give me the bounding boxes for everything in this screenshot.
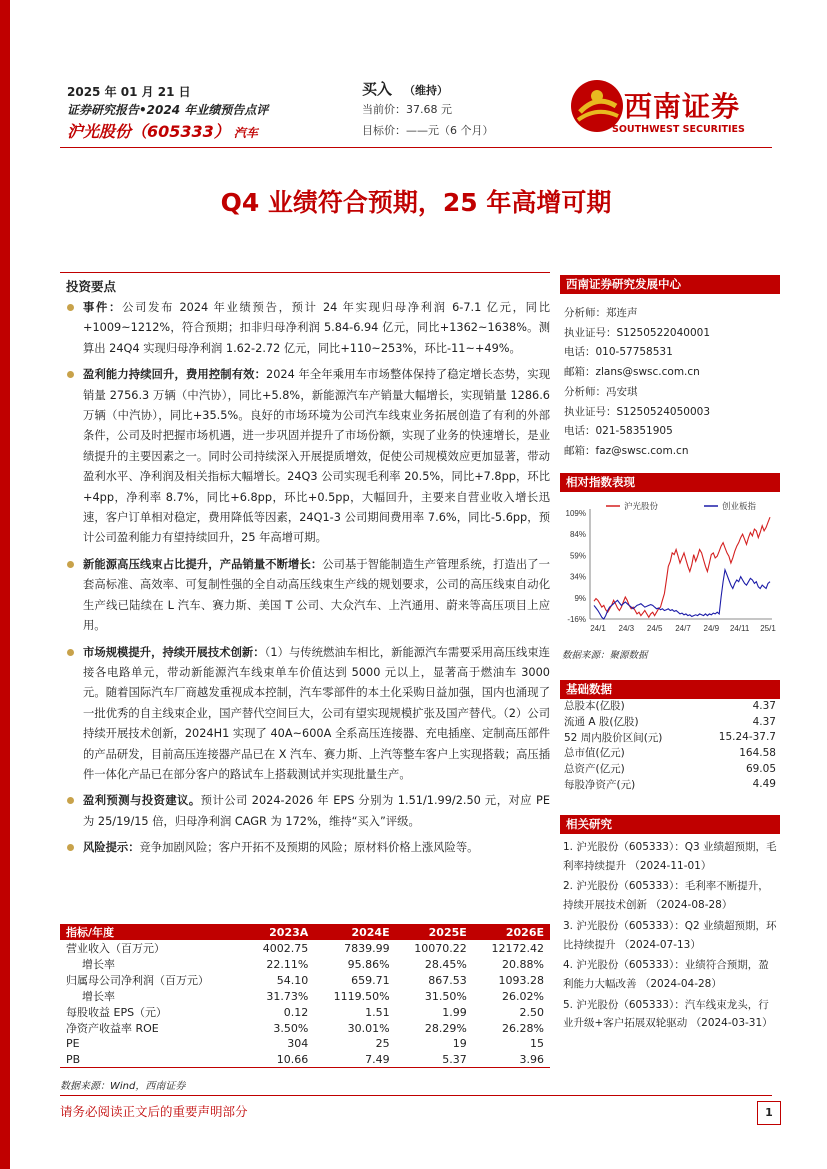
basic-data-row	[560, 729, 780, 745]
basic-data-value: 4.37	[752, 699, 776, 712]
forecast-row	[60, 1004, 550, 1020]
forecast-cell: 1093.28	[498, 973, 544, 987]
forecast-cell: 3.50%	[273, 1021, 309, 1035]
forecast-cell: 12172.42	[491, 941, 544, 955]
forecast-cell: 304	[287, 1037, 309, 1051]
bullet-dot-icon	[67, 844, 74, 851]
header-divider	[60, 147, 772, 148]
stock-name-text: 沪光股份（605333）	[67, 122, 230, 141]
table-source: 数据来源：Wind，西南证券	[60, 1081, 186, 1092]
y-tick-label: -16%	[567, 615, 586, 624]
forecast-cell: 2.50	[519, 1005, 544, 1019]
report-type: 证券研究报告•2024 年业绩预告点评	[67, 103, 269, 117]
forecast-cell: 1.99	[442, 1005, 467, 1019]
left-accent-bar	[0, 0, 10, 1169]
analyst-phone: 电话：021-58351905	[564, 425, 673, 437]
forecast-cell: 30.01%	[347, 1021, 390, 1035]
x-tick-label: 24/3	[618, 624, 635, 633]
analyst-license: 执业证号：S1250522040001	[564, 326, 711, 339]
y-tick-label: 34%	[569, 572, 586, 582]
basic-data-value: 164.58	[739, 746, 776, 759]
basic-data-row	[560, 761, 780, 777]
related-research-item[interactable]: 1. 沪光股份（605333）：Q3 业绩超预期，毛利率持续提升 （2024-11-01）	[563, 841, 777, 872]
key-point-text: 2024 年全年乘用车市场整体保持了稳定增长态势，实现销量 2756.3 万辆（中汽协），同比+5.8%，新能源汽车产销量大幅增长，实现销量 1286.6 万辆（中汽协），同比+35.5%。良好的市场环境为公司汽车线束业务拓展创造了有利的外部条件，公司及时把握市场机遇，进一步巩固并提升了市场份额，实现了业务的快速增长，是业绩提升的主要因素之一。同时公司持续深入开展提质增效，促使公司规模效应更加显著，带动盈利水平、净利润及相关指标大幅增长。24Q3 公司实现毛利率 20.5%，同比+7.8pp，环比+4pp，净利率 8.7%，同比+6.8pp，环比+0.5pp，大幅回升，主要来自营业收入增长迅速，客户订单相对稳定，费用降低等因素，24Q1-3 公司期间费用率 7.6%，同比-5.6pp，预计公司盈利能力有望持续回升，25 年高增可期。	[83, 368, 550, 545]
industry-label: 汽车	[233, 126, 258, 140]
forecast-row	[60, 940, 550, 956]
forecast-cell: 15	[530, 1037, 544, 1051]
forecast-table	[60, 924, 550, 1068]
analyst-name: 分析师：郑连声	[564, 307, 638, 319]
bullet-dot-icon	[67, 797, 74, 804]
series-line	[594, 570, 770, 619]
key-points-heading: 投资要点	[66, 279, 117, 294]
x-tick-label: 25/1	[760, 624, 776, 633]
key-point-label: 新能源高压线束占比提升，产品销量不断增长：	[83, 557, 323, 571]
x-tick-label: 24/5	[646, 624, 663, 633]
key-point	[66, 838, 550, 858]
key-point-label: 盈利预测与投资建议。	[83, 794, 201, 808]
forecast-cell: 867.53	[428, 973, 467, 987]
basic-data-table	[560, 698, 780, 792]
series-line	[594, 517, 770, 617]
basic-data-value: 4.49	[752, 778, 776, 791]
forecast-cell: 7839.99	[344, 941, 390, 955]
current-price: 当前价：37.68 元	[362, 103, 452, 116]
key-point-label: 风险提示：	[83, 841, 140, 855]
y-tick-label: 59%	[569, 551, 586, 561]
related-research-item[interactable]: 2. 沪光股份（605333）：毛利率不断提升，持续开展技术创新 （2024-08-28）	[563, 880, 769, 912]
forecast-row	[60, 956, 550, 972]
logo-text-en: SOUTHWEST SECURITIES	[612, 124, 745, 135]
forecast-header-cell: 2026E	[473, 924, 550, 940]
bullet-dot-icon	[67, 304, 74, 311]
forecast-row-label: 每股收益 EPS（元）	[66, 1006, 168, 1019]
rating-value: 买入	[362, 80, 393, 98]
basic-data-label: 总股本(亿股)	[564, 700, 625, 713]
footer-divider	[60, 1095, 772, 1096]
forecast-row-label: 增长率	[82, 958, 115, 971]
related-research-title: 相关研究	[560, 815, 780, 834]
index-performance-title: 相对指数表现	[560, 473, 780, 492]
forecast-cell: 20.88%	[502, 957, 544, 971]
chart-source: 数据来源：聚源数据	[562, 650, 648, 661]
section-divider	[60, 272, 550, 273]
forecast-cell: 28.29%	[424, 1021, 467, 1035]
key-point	[66, 555, 550, 637]
key-point-label: 市场规模提升，持续开展技术创新：	[83, 645, 265, 659]
forecast-header-row	[60, 924, 550, 940]
forecast-cell: 5.37	[396, 1052, 473, 1068]
basic-data-title: 基础数据	[560, 680, 780, 699]
basic-data-row	[560, 776, 780, 792]
logo-text-cn: 西南证券	[624, 90, 741, 123]
key-point	[66, 643, 550, 786]
y-tick-label: 9%	[574, 593, 586, 603]
forecast-row	[60, 1036, 550, 1052]
forecast-row	[60, 1052, 550, 1068]
analyst-phone: 电话：010-57758531	[564, 346, 673, 358]
key-point-text: 预计公司 2024-2026 年 EPS 分别为 1.51/1.99/2.50 元，对应 PE 为 25/19/15 倍，归母净利润 CAGR 为 172%，维持“买入”评级。	[83, 794, 550, 828]
forecast-row-label: 归属母公司净利润（百万元）	[66, 974, 209, 987]
report-date: 2025 年 01 月 21 日	[67, 85, 191, 99]
forecast-cell: 7.49	[314, 1052, 395, 1068]
key-point-text: 公司发布 2024 年业绩预告，预计 24 年实现归母净利润 6-7.1 亿元，同比+1009~1212%，符合预期；扣非归母净利润 5.84-6.94 亿元，同比+1362~1638%。测算出 24Q4 实现归母净利润 1.62-2.72 亿元，同比+110~253%，环比-11~+49%。	[83, 301, 550, 355]
forecast-cell: 10.66	[245, 1052, 314, 1068]
analyst-license: 执业证号：S1250524050003	[564, 405, 711, 418]
forecast-cell: 26.02%	[502, 989, 544, 1003]
rating-note: （维持）	[404, 84, 449, 97]
analyst-block	[564, 304, 710, 382]
forecast-header-cell: 2024E	[314, 924, 395, 940]
forecast-row-label: 营业收入（百万元）	[66, 942, 165, 955]
related-research-item[interactable]: 4. 沪光股份（605333）：业绩符合预期，盈利能力大幅改善 （2024-04-28）	[563, 959, 769, 990]
related-research-list	[563, 838, 778, 1035]
forecast-row	[60, 1020, 550, 1036]
related-research-item[interactable]: 3. 沪光股份（605333）：Q2 业绩超预期，环比持续提升 （2024-07-13）	[563, 919, 777, 951]
forecast-cell: 1.51	[365, 1005, 390, 1019]
x-tick-label: 24/1	[590, 624, 606, 633]
analyst-block	[564, 383, 710, 461]
bullet-dot-icon	[67, 561, 74, 568]
forecast-row-label: 净资产收益率 ROE	[66, 1022, 159, 1035]
rating	[362, 78, 448, 99]
footer-disclaimer: 请务必阅读正文后的重要声明部分	[60, 1104, 248, 1119]
x-tick-label: 24/9	[703, 624, 720, 633]
report-title: Q4 业绩符合预期，25 年高增可期	[220, 188, 612, 217]
key-point	[66, 298, 550, 359]
analyst-email[interactable]: 邮箱：faz@swsc.com.cn	[564, 444, 689, 457]
forecast-header-cell: 2025E	[396, 924, 473, 940]
forecast-cell: 25	[375, 1037, 390, 1051]
x-tick-label: 24/7	[675, 624, 691, 633]
y-tick-label: 109%	[565, 509, 586, 518]
basic-data-label: 总资产(亿元)	[564, 763, 625, 776]
basic-data-label: 流通 A 股(亿股)	[564, 716, 639, 729]
key-point-text: 公司基于智能制造生产管理系统，打造出了一套高标准、高效率、可复制性强的全自动高压线束生产线的规划要求，公司的高压线束自动化生产线已陆续在 L 汽车、赛力斯、美国 T 公司、大众汽车、上汽通用、蔚来等高压项目上应用。	[83, 557, 550, 633]
key-point-label: 事件：	[83, 301, 123, 314]
basic-data-value: 15.24-37.7	[718, 731, 776, 744]
target-price: 目标价：——元（6 个月）	[362, 124, 494, 137]
forecast-row	[60, 988, 550, 1004]
x-tick-label: 24/11	[729, 624, 750, 633]
forecast-cell: 3.96	[473, 1052, 550, 1068]
related-research-item[interactable]: 5. 沪光股份（605333）：汽车线束龙头，行业升级+客户拓展双轮驱动 （2024-03-31）	[563, 998, 773, 1030]
forecast-cell: 10070.22	[414, 941, 467, 955]
forecast-row-label: PB	[60, 1052, 245, 1068]
forecast-cell: 31.73%	[266, 989, 309, 1003]
legend-label: 创业板指	[722, 501, 757, 511]
basic-data-value: 69.05	[745, 762, 776, 775]
research-center-title: 西南证券研究发展中心	[560, 275, 780, 294]
forecast-header-cell: 指标/年度	[60, 924, 245, 940]
key-points-list	[66, 298, 550, 865]
forecast-cell: 1119.50%	[333, 989, 390, 1003]
forecast-cell: 54.10	[276, 973, 309, 987]
forecast-row	[60, 972, 550, 988]
forecast-cell: 4002.75	[262, 941, 309, 955]
forecast-cell: 31.50%	[424, 989, 467, 1003]
bullet-dot-icon	[67, 371, 74, 378]
key-point-label: 盈利能力持续回升，费用控制有效：	[83, 368, 267, 382]
bullet-dot-icon	[67, 649, 74, 656]
forecast-cell: 0.12	[283, 1005, 309, 1019]
forecast-cell: 22.11%	[266, 957, 309, 971]
forecast-cell: 95.86%	[347, 957, 390, 971]
key-point-text: （1）与传统燃油车相比，新能源汽车需要采用高压线束连接各电路单元，带动新能源汽车线束单车价值达到 5000 元以上，显著高于燃油车 3000 元。随着国际汽车厂商越发重视成本控制，汽车零部件的本土化采购日益加强，国内也涌现了一批优秀的自主线束企业，国产替代空间巨大，公司有望实现规模扩张及国产替代。（2）公司持续开展技术创新，2024H1 实现了 40A~600A 全系高压连接器、充电插座、定制高压部件的产品研发，目前高压连接器产品已在 X 汽车、赛力斯、上汽等整车客户上实现搭载；高压插件一体化产品已在部分客户的路试车上搭载测试并实现批量生产。	[83, 645, 550, 781]
analyst-email[interactable]: 邮箱：zlans@swsc.com.cn	[564, 365, 700, 378]
forecast-cell: 659.71	[351, 973, 390, 987]
relative-index-chart	[560, 497, 780, 647]
page-number: 1	[757, 1101, 781, 1125]
key-point-text: 竞争加剧风险；客户开拓不及预期的风险；原材料价格上涨风险等。	[139, 841, 479, 855]
forecast-row-label: PE	[66, 1037, 80, 1051]
basic-data-label: 总市值(亿元)	[564, 747, 625, 760]
basic-data-value: 4.37	[752, 715, 776, 728]
forecast-cell: 26.28%	[502, 1021, 544, 1035]
basic-data-row	[560, 714, 780, 730]
basic-data-row	[560, 745, 780, 761]
forecast-row-label: 增长率	[82, 990, 115, 1003]
forecast-cell: 19	[452, 1037, 467, 1051]
basic-data-label: 每股净资产(元)	[564, 778, 636, 791]
forecast-header-cell: 2023A	[245, 924, 314, 940]
forecast-cell: 28.45%	[424, 957, 467, 971]
stock-name	[67, 119, 258, 142]
analyst-name: 分析师：冯安琪	[564, 386, 638, 398]
legend-label: 沪光股份	[624, 501, 659, 511]
key-point	[66, 791, 550, 832]
basic-data-row	[560, 698, 780, 714]
basic-data-label: 52 周内股价区间(元)	[564, 731, 663, 744]
y-tick-label: 84%	[569, 530, 586, 540]
key-point	[66, 365, 550, 549]
